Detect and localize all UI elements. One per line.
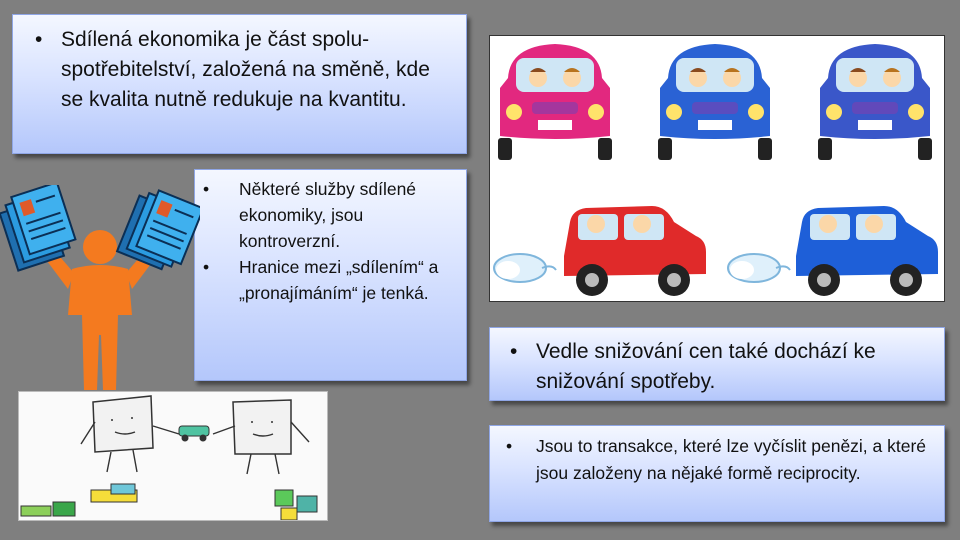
text-box-definition [12, 14, 467, 154]
bullet-consumption: • Vedle snižování cen také dochází ke snižování spotřeby. [536, 337, 934, 397]
bullet-definition: • Sdílená ekonomika je část spolu-spotřebitelství, založená na směně, kde se kvalita nutně redukuje na kvantitu. [61, 25, 456, 115]
person-with-documents-icon [0, 185, 200, 395]
doodle-sharing-toy-car-illustration [18, 391, 328, 521]
carpool-cars-illustration [489, 35, 945, 302]
text-box-controversy [194, 169, 467, 381]
text-box-consumption [489, 327, 945, 401]
bullet-controversial-services: • Některé služby sdílené ekonomiky, jsou kontroverzní. [239, 176, 458, 254]
bullet-sharing-vs-renting: • Hranice mezi „sdílením“ a „pronajímáním“ je tenká. [239, 254, 458, 306]
bullet-reciprocity: • Jsou to transakce, které lze vyčíslit penězi, a které jsou založeny na nějaké formě reciprocity. [536, 433, 934, 486]
text-box-reciprocity [489, 425, 945, 522]
